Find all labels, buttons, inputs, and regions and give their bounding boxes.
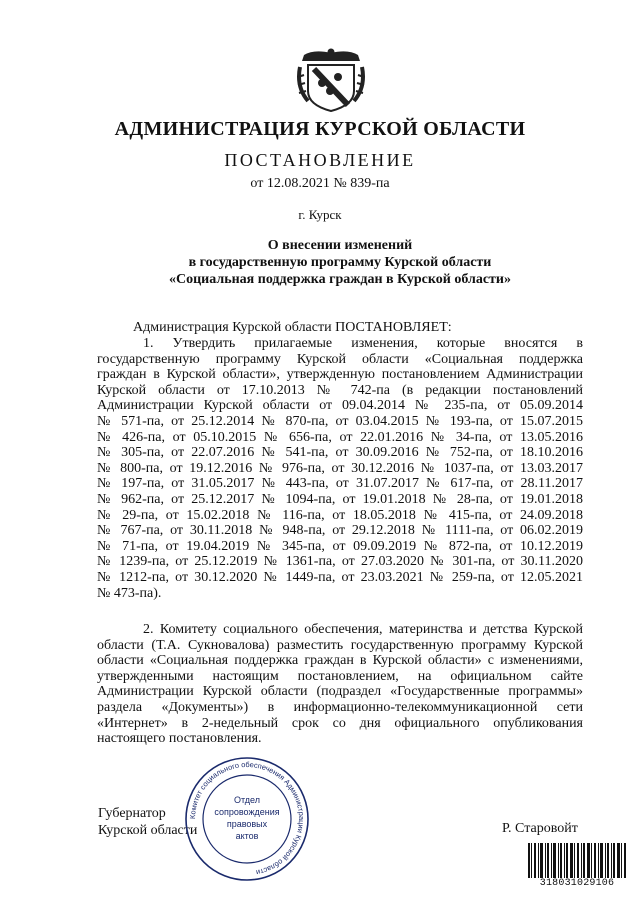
text-line: граждан в Курской области», утвержденную постановлением Администрации <box>97 367 583 383</box>
text-line: настоящего постановления. <box>97 731 262 747</box>
text-line: утвержденными настоящим постановлением, на официальном сайте <box>97 668 583 684</box>
text-line: 2. Комитету социального обеспечения, материнства и детства Курской <box>143 622 583 637</box>
text-line: государственную программу Курской области «Социальная поддержка <box>97 351 583 367</box>
text-line: 1. Утвердить прилагаемые изменения, которые вносятся в <box>143 336 583 351</box>
subject-line: в государственную программу Курской области <box>188 255 492 270</box>
preamble: Администрация Курской области ПОСТАНОВЛЯЕТ: <box>133 320 452 335</box>
text-line: Администрации Курской области (подраздел «Государственные программы» <box>97 684 583 700</box>
stamp-text-line: Отдел <box>233 795 261 805</box>
stamp-ring-text: Комитет социального обеспечения Администрации Курской области <box>187 759 307 878</box>
subject-line: О внесении изменений <box>267 238 413 253</box>
text-line: № 473-па). <box>97 585 162 601</box>
paragraph-1 <box>97 336 583 601</box>
paragraph-2 <box>97 622 583 747</box>
stamp-text-line: сопровождения <box>214 807 280 817</box>
document-city: г. Курск <box>298 207 342 222</box>
text-line: Курской области от 17.10.2013 № 742-па (в редакции постановлений <box>97 382 583 398</box>
document-subject <box>60 237 620 288</box>
signatory-title-line: Курской области <box>98 823 198 838</box>
organization-title: АДМИНИСТРАЦИЯ КУРСКОЙ ОБЛАСТИ <box>114 118 526 140</box>
text-line: № 305-па, от 22.07.2016 № 541-па, от 30.09.2016 № 752-па, от 18.10.2016 <box>97 445 583 461</box>
barcode-number: 318031029106 <box>527 878 627 889</box>
subject-line: «Социальная поддержка граждан в Курской области» <box>168 272 511 287</box>
stamp-text-line: правовых <box>226 819 268 829</box>
stamp-text-line: актов <box>235 831 259 841</box>
text-line: области (Т.А. Сукновалова) разместить государственную программу Курской <box>97 637 583 653</box>
signatory-title-line: Губернатор <box>98 806 166 821</box>
text-line: № 767-па, от 30.11.2018 № 948-па, от 29.12.2018 № 1111-па, от 06.02.2019 <box>97 523 583 539</box>
document-type: ПОСТАНОВЛЕНИЕ <box>224 150 416 170</box>
signatory-name: Р. Старовойт <box>502 821 578 836</box>
text-line: раздела «Документы») в информационно-телекоммуникационной сети <box>97 699 583 715</box>
text-line: № 29-па, от 15.02.2018 № 116-па, от 18.05.2018 № 415-па, от 24.09.2018 <box>97 507 583 523</box>
text-line: Администрации Курской области от 09.04.2014 № 235-па, от 05.09.2014 <box>97 398 583 414</box>
text-line: области «Социальная поддержка граждан в Курской области» с изменениями, <box>97 653 583 669</box>
text-line: № 1212-па, от 30.12.2020 № 1449-па, от 23.03.2021 № 259-па, от 12.05.2021 <box>97 569 583 585</box>
text-line: № 71-па, от 19.04.2019 № 345-па, от 09.09.2019 № 872-па, от 10.12.2019 <box>97 538 583 554</box>
coat-of-arms-icon <box>294 47 368 113</box>
document-date-number: от 12.08.2021 № 839-па <box>250 176 390 191</box>
text-line: № 426-па, от 05.10.2015 № 656-па, от 22.01.2016 № 34-па, от 13.05.2016 <box>97 429 583 445</box>
text-line: № 197-па, от 31.05.2017 № 443-па, от 31.07.2017 № 617-па, от 28.11.2017 <box>97 476 583 492</box>
text-line: № 1239-па, от 25.12.2019 № 1361-па, от 27.03.2020 № 301-па, от 30.11.2020 <box>97 554 583 570</box>
text-line: № 800-па, от 19.12.2016 № 976-па, от 30.12.2016 № 1037-па, от 13.03.2017 <box>97 460 583 476</box>
text-line: «Интернет» в 2-недельный срок со дня официального опубликования <box>97 715 583 731</box>
text-line: № 571-па, от 25.12.2014 № 870-па, от 03.04.2015 № 193-па, от 15.07.2015 <box>97 413 583 429</box>
text-line: № 962-па, от 25.12.2017 № 1094-па, от 19.01.2018 № 28-па, от 19.01.2018 <box>97 491 583 507</box>
official-stamp <box>183 755 311 883</box>
